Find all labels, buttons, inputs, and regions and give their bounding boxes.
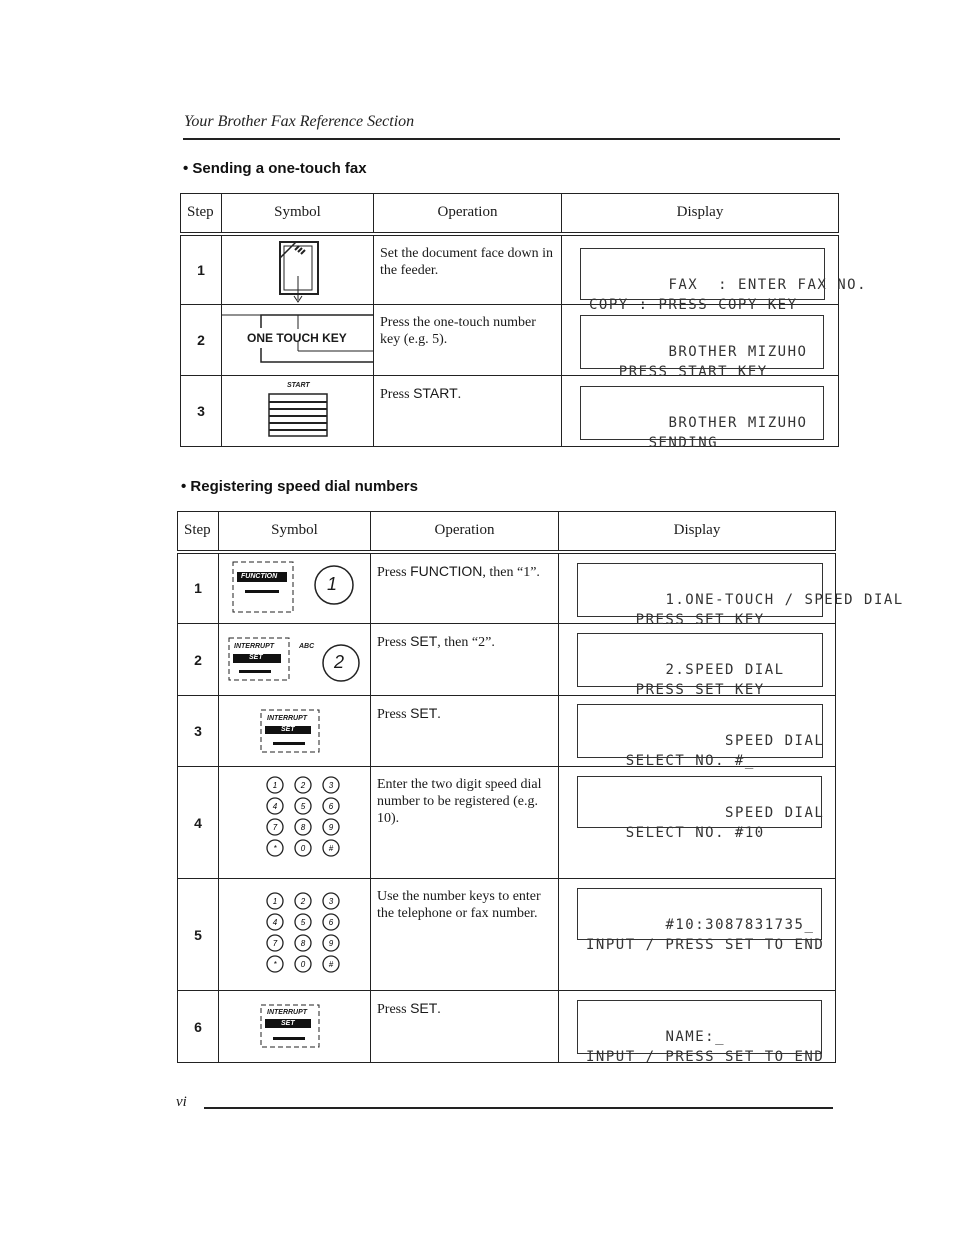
column-header-operation: Operation — [371, 512, 559, 552]
operation-cell — [374, 376, 562, 447]
digit-2-key-icon — [219, 624, 371, 696]
table-header-row — [181, 194, 839, 234]
numeric-keypad-icon — [219, 879, 371, 991]
keypad-key-label: 8 — [300, 939, 306, 948]
symbol-cell — [222, 376, 374, 447]
lcd-line-2: COPY : PRESS COPY KEY — [589, 296, 798, 313]
lcd-line-1: BROTHER MIZUHO — [668, 415, 808, 431]
keypad-key-label: * — [273, 844, 277, 853]
interrupt-label: INTERRUPT — [267, 1009, 308, 1016]
numeric-keypad-icon — [219, 767, 371, 879]
lcd-display — [577, 776, 825, 841]
keypad-key-label: 6 — [328, 802, 334, 811]
operation-cell — [371, 624, 559, 696]
lcd-line-1: FAX : ENTER FAX NO. — [668, 276, 868, 293]
keypad-key-label: 0 — [300, 844, 306, 853]
start-key-label: START — [287, 382, 310, 389]
lcd-display — [577, 888, 825, 953]
keypad-key-label: 5 — [300, 802, 306, 811]
keypad-key-label: 6 — [328, 918, 334, 927]
page-number: vi — [176, 1094, 187, 1110]
keypad-key-label: 3 — [328, 781, 334, 790]
display-cell — [559, 624, 836, 696]
lcd-line-2: SENDING — [589, 435, 719, 451]
lcd-line-2: PRESS SET KEY — [586, 611, 765, 628]
operation-end: . — [437, 1002, 441, 1017]
operation-key: SET — [410, 633, 438, 649]
step-number: 2 — [181, 305, 222, 376]
lcd-line-1: SPEED DIAL — [665, 733, 825, 749]
section-heading-one-touch: • Sending a one-touch fax — [183, 160, 367, 177]
keypad-key-label: 1 — [272, 897, 278, 906]
table-row — [178, 767, 836, 879]
column-header-symbol: Symbol — [222, 194, 374, 234]
operation-cell — [371, 991, 559, 1063]
header-rule — [183, 138, 840, 140]
keypad-key-label: 0 — [300, 960, 306, 969]
display-cell — [562, 305, 839, 380]
column-header-display: Display — [559, 512, 836, 552]
keypad-key-label: # — [328, 844, 334, 853]
step-number: 1 — [178, 552, 219, 624]
symbol-cell — [222, 305, 374, 376]
abc-label: ABC — [299, 643, 315, 650]
table-row — [178, 879, 836, 991]
symbol-cell — [219, 696, 371, 767]
symbol-cell — [219, 624, 371, 696]
table-row — [178, 624, 836, 696]
operation-key: START — [413, 385, 458, 401]
digit-1-key-label: 1 — [327, 573, 338, 594]
table-row — [178, 552, 836, 624]
lcd-line-1: NAME:_ — [665, 1029, 726, 1045]
lcd-line-1: BROTHER MIZUHO — [668, 344, 808, 360]
symbol-cell — [219, 767, 371, 879]
lcd-line-1: #10:3087831735_ — [665, 917, 815, 933]
operation-cell — [371, 552, 559, 624]
symbol-cell — [222, 234, 374, 305]
lcd-display — [577, 563, 904, 628]
operation-text: Use the number keys to enter the telephone or fax number. — [371, 879, 559, 991]
table-row — [181, 305, 839, 376]
keypad-key-label: 4 — [272, 802, 278, 811]
lcd-line-2: SELECT NO. #10 — [586, 825, 765, 841]
display-cell — [559, 991, 836, 1063]
step-number: 2 — [178, 624, 219, 696]
display-cell — [559, 767, 836, 879]
lcd-line-2: PRESS SET KEY — [586, 682, 765, 698]
symbol-cell — [219, 552, 371, 624]
lcd-display — [580, 386, 824, 451]
lcd-line-2: PRESS START KEY — [589, 364, 768, 380]
operation-text: Press — [377, 1002, 411, 1017]
operation-key: SET — [410, 705, 438, 721]
operation-text: Press — [377, 564, 411, 580]
lcd-line-1: 2.SPEED DIAL — [665, 662, 785, 678]
set-key-icon — [219, 696, 371, 767]
footer-rule — [204, 1107, 833, 1109]
display-cell — [559, 552, 904, 628]
lcd-display — [580, 315, 824, 380]
page-header-title: Your Brother Fax Reference Section — [184, 113, 415, 130]
step-number: 5 — [178, 879, 219, 991]
operation-text: Press — [377, 707, 411, 722]
lcd-display — [580, 248, 868, 313]
digit-1-key-icon — [219, 554, 371, 626]
lcd-line-1: SPEED DIAL — [665, 805, 825, 821]
step-number: 4 — [178, 767, 219, 879]
interrupt-label: INTERRUPT — [267, 715, 308, 722]
operation-end: . — [437, 707, 441, 722]
operation-text: Set the document face down in the feeder. — [374, 234, 562, 305]
keypad-key-label: 1 — [272, 781, 278, 790]
lcd-line-2: SELECT NO. #_ — [586, 753, 755, 769]
keypad-key-label: 2 — [300, 897, 306, 906]
keypad-key-label: 9 — [328, 939, 334, 948]
table-row — [181, 376, 839, 447]
table-header-row — [178, 512, 836, 552]
operation-key: SET — [410, 1000, 438, 1016]
keypad-key-label: 7 — [272, 823, 278, 832]
step-number: 3 — [178, 696, 219, 767]
digit-2-key-label: 2 — [334, 652, 345, 672]
column-header-display: Display — [562, 194, 839, 234]
start-key-icon — [222, 376, 374, 446]
symbol-cell — [219, 879, 371, 991]
display-cell — [559, 696, 836, 767]
one-touch-fax-table — [180, 193, 868, 451]
column-header-symbol: Symbol — [219, 512, 371, 552]
step-number: 6 — [178, 991, 219, 1063]
operation-text: Press the one-touch number key (e.g. 5). — [374, 305, 562, 376]
lcd-line-1: 1.ONE-TOUCH / SPEED DIAL — [665, 591, 904, 608]
lcd-line-2: INPUT / PRESS SET TO END — [586, 1049, 825, 1065]
operation-cell — [371, 696, 559, 767]
set-key-icon — [219, 991, 371, 1063]
keypad-key-label: 9 — [328, 823, 334, 832]
one-touch-key-label: ONE TOUCH KEY — [247, 331, 347, 345]
step-number: 1 — [181, 234, 222, 305]
table-row — [181, 234, 839, 305]
operation-key: FUNCTION — [410, 562, 483, 579]
keypad-key-label: 3 — [328, 897, 334, 906]
keypad-key-label: # — [328, 960, 334, 969]
document-face-down-icon — [222, 236, 374, 306]
lcd-display — [577, 633, 823, 698]
keypad-key-label: * — [273, 960, 277, 969]
display-cell — [562, 376, 839, 451]
lcd-display — [577, 1000, 825, 1065]
function-key-label: FUNCTION — [241, 572, 278, 580]
set-key-label: SET — [281, 726, 295, 733]
operation-text: Press — [380, 387, 414, 402]
table-row — [178, 696, 836, 767]
keypad-key-label: 5 — [300, 918, 306, 927]
display-cell — [562, 234, 868, 313]
operation-end: . — [457, 387, 462, 402]
set-key-label: SET — [249, 654, 263, 661]
table-row — [178, 991, 836, 1063]
operation-text: Enter the two digit speed dial number to be registered (e.g. 10). — [371, 767, 559, 879]
interrupt-label: INTERRUPT — [234, 643, 275, 650]
display-cell — [559, 879, 836, 991]
keypad-key-label: 8 — [300, 823, 306, 832]
section-heading-speed-dial: • Registering speed dial numbers — [181, 478, 418, 495]
operation-end: , then “1”. — [482, 564, 540, 580]
operation-end: , then “2”. — [437, 635, 495, 650]
keypad-key-label: 7 — [272, 939, 278, 948]
step-number: 3 — [181, 376, 222, 447]
column-header-step: Step — [178, 512, 219, 552]
speed-dial-table — [177, 511, 904, 1065]
keypad-key-label: 2 — [300, 781, 306, 790]
operation-text: Press — [377, 635, 411, 650]
lcd-line-2: INPUT / PRESS SET TO END — [586, 937, 825, 953]
lcd-display — [577, 704, 825, 769]
column-header-step: Step — [181, 194, 222, 234]
keypad-key-label: 4 — [272, 918, 278, 927]
column-header-operation: Operation — [374, 194, 562, 234]
set-key-label: SET — [281, 1020, 295, 1027]
symbol-cell — [219, 991, 371, 1063]
